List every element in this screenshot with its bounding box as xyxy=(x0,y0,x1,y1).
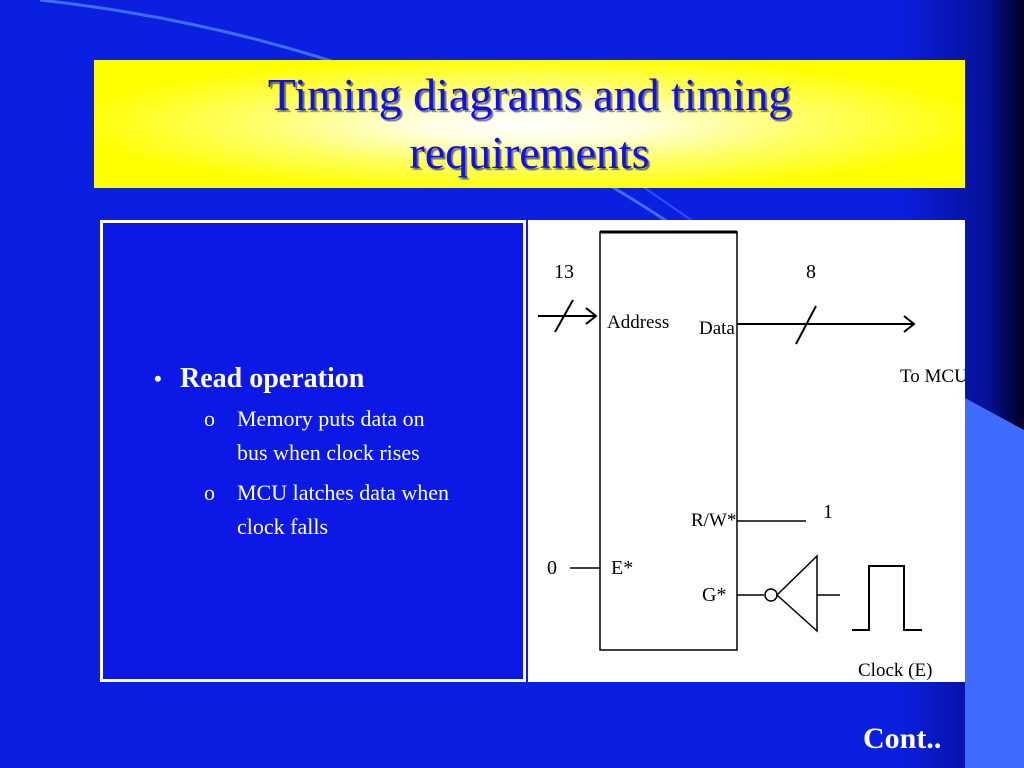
e-pin-label: E* xyxy=(611,557,634,579)
clock-label: Clock (E) xyxy=(858,660,933,681)
title-line-2: requirements xyxy=(409,127,650,178)
sub-bullet-marker: o xyxy=(204,480,215,505)
address-pin-label: Address xyxy=(607,312,670,333)
memory-diagram-svg xyxy=(528,220,965,682)
to-mcu-label: To MCU xyxy=(900,366,965,387)
bullet-dot-icon: • xyxy=(154,366,162,391)
sub-bullet-item xyxy=(204,476,526,544)
slide-title xyxy=(94,66,965,182)
data-pin-label: Data xyxy=(699,318,735,339)
g-pin-label: G* xyxy=(702,584,727,606)
e-value-label: 0 xyxy=(547,557,557,579)
bullet-item xyxy=(154,362,526,396)
sub-bullet-line: clock falls xyxy=(237,514,329,539)
bullet-list xyxy=(154,362,526,544)
inverter-bubble-icon xyxy=(765,589,777,601)
sub-bullet-item xyxy=(204,402,526,470)
rw-pin-label: R/W* xyxy=(691,510,737,531)
title-line-1: Timing diagrams and timing xyxy=(267,69,792,120)
sub-bullet-line: MCU latches data when xyxy=(237,480,449,505)
sub-bullet-line: Memory puts data on xyxy=(237,406,425,431)
inverter-triangle-icon xyxy=(777,556,817,631)
data-width-label: 8 xyxy=(806,261,816,283)
continued-label: Cont.. xyxy=(863,722,942,755)
sub-bullet-text xyxy=(237,476,449,544)
sub-bullet-marker: o xyxy=(204,406,215,431)
clock-pulse-waveform xyxy=(852,566,922,630)
sub-bullet-line: bus when clock rises xyxy=(237,440,420,465)
bullet-text: Read operation xyxy=(180,363,365,394)
sub-bullet-text xyxy=(237,402,425,470)
memory-diagram xyxy=(528,220,965,682)
address-width-label: 13 xyxy=(554,261,574,283)
rw-value-label: 1 xyxy=(823,501,833,523)
